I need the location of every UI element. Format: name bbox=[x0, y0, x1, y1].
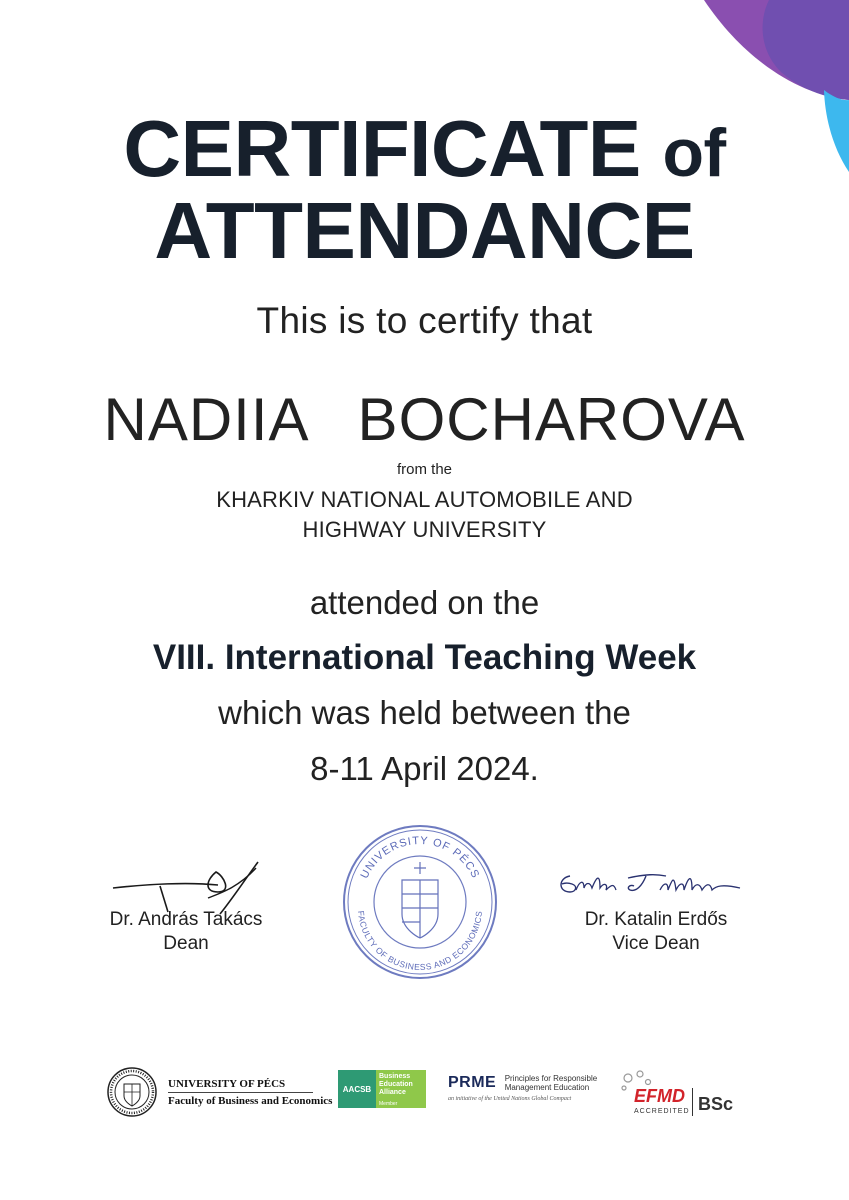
certificate-title-line1 bbox=[0, 104, 849, 198]
institution-line2: HIGHWAY UNIVERSITY bbox=[302, 517, 547, 542]
aacsb-logo bbox=[338, 1070, 426, 1108]
attended-text: attended on the bbox=[309, 584, 540, 621]
efmd-bsc: BSc bbox=[698, 1094, 734, 1114]
event-dates: 8-11 April 2024. bbox=[310, 750, 539, 787]
signature-right-drawing bbox=[556, 868, 746, 902]
institution-line1: KHARKIV NATIONAL AUTOMOBILE AND bbox=[216, 487, 633, 512]
university-name: UNIVERSITY OF PÉCS bbox=[168, 1077, 286, 1090]
prme-text-line1: Principles for Responsible bbox=[504, 1074, 598, 1083]
efmd-accredited: ACCREDITED bbox=[634, 1108, 690, 1115]
university-logo bbox=[106, 1066, 332, 1118]
signature-right bbox=[556, 908, 756, 956]
faculty-name: Faculty of Business and Economics bbox=[168, 1094, 333, 1107]
held-text: which was held between the bbox=[218, 694, 631, 731]
aacsb-member: Member bbox=[379, 1101, 398, 1107]
signature-left bbox=[86, 908, 286, 956]
from-text: from the bbox=[396, 461, 453, 478]
aacsb-text: Business Education Alliance bbox=[379, 1073, 413, 1096]
prme-tagline: an initiative of the United Nations Global Compact bbox=[448, 1096, 572, 1102]
signature-right-role: Vice Dean bbox=[612, 933, 700, 954]
certify-text: This is to certify that bbox=[256, 300, 593, 341]
recipient-name: NADIIA BOCHAROVA bbox=[103, 386, 746, 453]
prme-logo bbox=[448, 1074, 597, 1102]
footer-logos bbox=[0, 1060, 849, 1130]
university-seal-icon bbox=[106, 1066, 158, 1118]
event-name: VIII. International Teaching Week bbox=[152, 638, 697, 677]
signature-right-name: Dr. Katalin Erdős bbox=[584, 909, 728, 930]
efmd-divider bbox=[692, 1088, 693, 1116]
prme-text-line2: Management Education bbox=[504, 1083, 590, 1092]
stamp-top-text: UNIVERSITY OF PÉCS bbox=[358, 834, 482, 881]
faculty-stamp bbox=[340, 822, 500, 982]
stamp-coat-of-arms-icon bbox=[402, 862, 438, 938]
signature-left-role: Dean bbox=[163, 933, 209, 954]
signature-left-name: Dr. András Takács bbox=[109, 909, 263, 930]
title-certificate: CERTIFICATE bbox=[123, 104, 641, 193]
certificate-title-line2: ATTENDANCE bbox=[154, 186, 695, 275]
title-of: of bbox=[662, 115, 726, 191]
aacsb-label: AACSB bbox=[338, 1070, 376, 1108]
efmd-label: EFMD bbox=[634, 1086, 685, 1106]
stamp-bottom-text: FACULTY OF BUSINESS AND ECONOMICS bbox=[356, 910, 484, 973]
prme-label: PRME bbox=[448, 1074, 497, 1091]
